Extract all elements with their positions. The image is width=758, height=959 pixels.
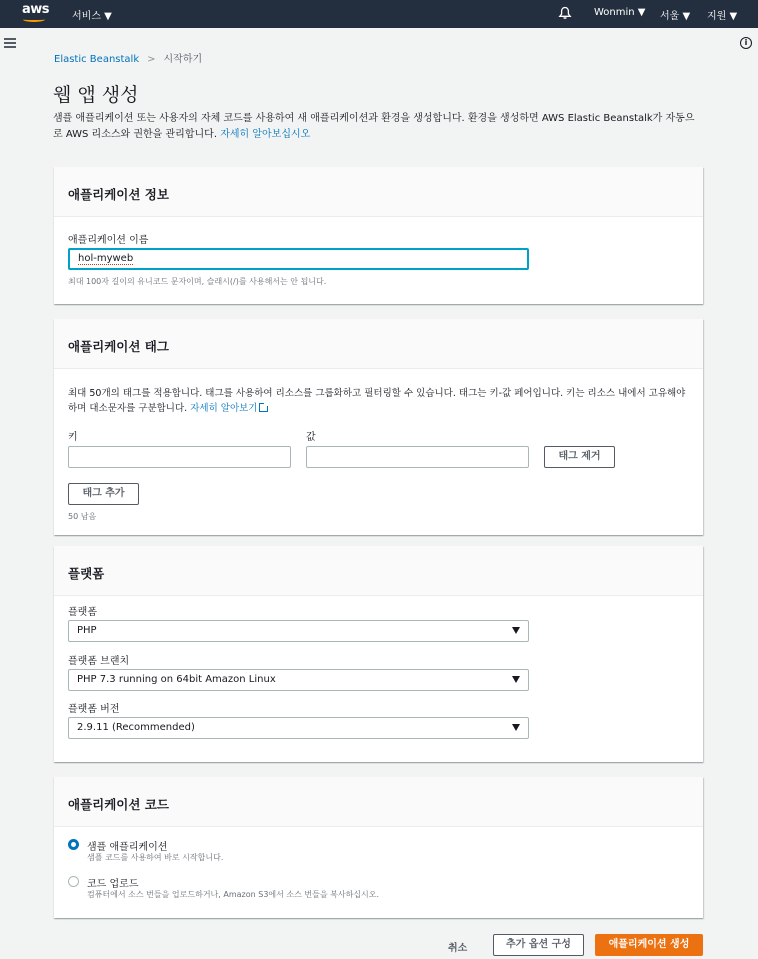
create-app-button[interactable]: 애플리케이션 생성 bbox=[595, 934, 703, 956]
app-code-panel bbox=[54, 777, 703, 918]
app-name-input[interactable] bbox=[68, 248, 529, 270]
user-menu[interactable]: Wonmin ▼ bbox=[594, 7, 646, 18]
platform-branch-value: PHP 7.3 running on 64bit Amazon Linux bbox=[77, 674, 276, 685]
tags-remaining: 50 남음 bbox=[68, 512, 97, 521]
tag-key-label: 키 bbox=[68, 432, 78, 443]
breadcrumb-current: 시작하기 bbox=[163, 54, 203, 65]
sample-app-radio[interactable] bbox=[68, 839, 79, 850]
configure-more-options-button[interactable]: 추가 옵션 구성 bbox=[493, 934, 584, 956]
app-code-heading: 애플리케이션 코드 bbox=[54, 777, 703, 827]
page-description-text: 샘플 애플리케이션 또는 사용자의 자체 코드를 사용하여 새 애플리케이션과 환경을 생성합니다. 환경을 생성하면 AWS Elastic Beanstalk가 자동으로 AWS 리소스와 권한을 관리합니다. bbox=[53, 113, 695, 140]
app-info-heading: 애플리케이션 정보 bbox=[54, 167, 703, 217]
support-menu[interactable]: 지원 ▼ bbox=[707, 11, 738, 22]
tags-learn-more-link[interactable] bbox=[190, 403, 268, 414]
page-title: 웹 앱 생성 bbox=[53, 84, 139, 106]
dropdown-caret-icon bbox=[512, 627, 520, 634]
tags-learn-more-text: 자세히 알아보기 bbox=[190, 403, 258, 414]
app-tags-panel bbox=[54, 319, 703, 535]
tag-key-input[interactable] bbox=[68, 446, 291, 468]
breadcrumb bbox=[54, 50, 202, 65]
app-info-panel bbox=[54, 167, 703, 304]
platform-branch-select[interactable] bbox=[68, 669, 529, 691]
upload-code-label[interactable]: 코드 업로드 bbox=[87, 879, 139, 890]
page-description bbox=[53, 111, 703, 143]
platform-label: 플랫폼 bbox=[68, 607, 97, 618]
region-menu[interactable]: 서울 ▼ bbox=[660, 11, 691, 22]
services-menu[interactable]: 서비스 ▼ bbox=[72, 11, 112, 22]
sample-app-label[interactable]: 샘플 애플리케이션 bbox=[87, 842, 168, 853]
platform-version-value: 2.9.11 (Recommended) bbox=[77, 722, 195, 733]
platform-heading: 플랫폼 bbox=[54, 546, 703, 596]
external-link-icon bbox=[259, 403, 268, 412]
platform-panel bbox=[54, 546, 703, 762]
bell-icon[interactable] bbox=[558, 6, 572, 20]
app-name-hint: 최대 100자 길이의 유니코드 문자이며, 슬래시(/)를 사용해서는 안 됩니다. bbox=[68, 277, 327, 286]
platform-select-value: PHP bbox=[77, 625, 97, 636]
app-tags-description-text: 최대 50개의 태그를 적용합니다. 태그를 사용하여 리소스를 그룹화하고 필터링할 수 있습니다. 태그는 키-값 페어입니다. 키는 리소스 내에서 고유해야 하며 대소문자를 구분합니다. bbox=[68, 388, 686, 414]
upload-code-desc: 컴퓨터에서 소스 번들을 업로드하거나, Amazon S3에서 소스 번들을 복사하십시오. bbox=[87, 890, 380, 899]
remove-tag-button[interactable]: 태그 제거 bbox=[544, 446, 615, 468]
top-navigation bbox=[0, 0, 758, 28]
app-tags-description bbox=[68, 386, 690, 416]
app-tags-heading: 애플리케이션 태그 bbox=[54, 319, 703, 369]
app-name-value: hol-myweb bbox=[78, 253, 134, 264]
add-tag-button[interactable]: 태그 추가 bbox=[68, 483, 139, 505]
breadcrumb-separator: > bbox=[147, 54, 156, 65]
upload-code-radio[interactable] bbox=[68, 876, 79, 887]
tag-value-input[interactable] bbox=[306, 446, 529, 468]
breadcrumb-link-elastic-beanstalk[interactable]: Elastic Beanstalk bbox=[54, 54, 140, 65]
learn-more-link[interactable]: 자세히 알아보십시오 bbox=[220, 129, 311, 140]
logo-text: aws bbox=[22, 2, 50, 17]
platform-branch-label: 플랫폼 브랜치 bbox=[68, 656, 130, 667]
aws-logo[interactable] bbox=[22, 3, 48, 25]
dropdown-caret-icon bbox=[512, 724, 520, 731]
platform-version-label: 플랫폼 버전 bbox=[68, 704, 120, 715]
info-icon[interactable]: i bbox=[740, 37, 752, 49]
logo-smile-icon bbox=[23, 17, 45, 22]
platform-version-select[interactable] bbox=[68, 717, 529, 739]
sample-app-desc: 샘플 코드를 사용하여 바로 시작합니다. bbox=[87, 853, 224, 862]
cancel-button[interactable]: 취소 bbox=[448, 943, 468, 954]
app-name-label: 애플리케이션 이름 bbox=[68, 235, 149, 246]
dropdown-caret-icon bbox=[512, 676, 520, 683]
platform-select[interactable] bbox=[68, 620, 529, 642]
tag-value-label: 값 bbox=[306, 432, 316, 443]
hamburger-menu-icon[interactable] bbox=[4, 38, 16, 48]
